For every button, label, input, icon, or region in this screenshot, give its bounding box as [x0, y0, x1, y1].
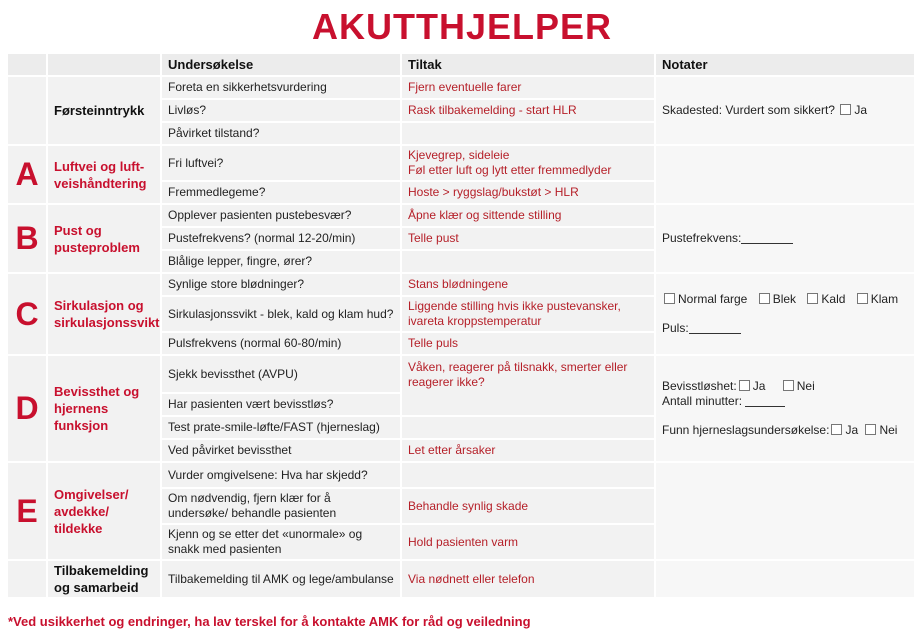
puls-line [662, 321, 908, 336]
undersokelse-cell: Livløs? [162, 100, 400, 121]
undersokelse-cell: Kjenn og se etter det «unormale» og snakk med pasienten [162, 525, 400, 559]
undersokelse-cell: Har pasienten vært bevisstløs? [162, 394, 400, 415]
tiltak-line: Føl etter luft og lytt etter fremmedlyder [408, 163, 612, 177]
letter-b: B [8, 205, 46, 272]
tiltak-cell [402, 251, 654, 272]
tiltak-line: Kjevegrep, sideleie [408, 148, 510, 162]
checkbox-ja[interactable] [840, 104, 851, 115]
undersokelse-cell: Pulsfrekvens (normal 60-80/min) [162, 333, 400, 354]
tiltak-cell: Behandle synlig skade [402, 489, 654, 523]
category-forsteinntrykk: Førsteinntrykk [48, 77, 160, 144]
undersokelse-cell: Om nødvendig, fjern klær for å undersøke/ behandle pasienten [162, 489, 400, 523]
tiltak-cell [402, 123, 654, 144]
letter-d: D [8, 356, 46, 461]
checkbox-label: Nei [879, 423, 898, 437]
table-row [8, 274, 914, 295]
category-pust: Pust og pusteproblem [48, 205, 160, 272]
checkbox-label: Blek [772, 292, 797, 306]
tiltak-cell: Telle pust [402, 228, 654, 249]
category-bevissthet: Bevissthet og hjernens funksjon [48, 356, 160, 461]
tiltak-cell: Hold pasienten varm [402, 525, 654, 559]
notes-d [656, 356, 914, 461]
table-row [8, 463, 914, 487]
notes-tilbakemelding [656, 561, 914, 597]
header-blank [8, 54, 46, 75]
undersokelse-cell: Sjekk bevissthet (AVPU) [162, 356, 400, 392]
letter-e: E [8, 463, 46, 559]
undersokelse-cell: Vurder omgivelsene: Hva har skjedd? [162, 463, 400, 487]
tiltak-cell: Telle puls [402, 333, 654, 354]
checkbox-blek[interactable] [759, 293, 770, 304]
undersokelse-cell: Ved påvirket bevissthet [162, 440, 400, 461]
notes-label: Skadested: Vurdert som sikkert? [662, 103, 835, 117]
undersokelse-cell: Foreta en sikkerhetsvurdering [162, 77, 400, 98]
minutter-line [662, 394, 908, 409]
undersokelse-cell: Test prate-smile-løfte/FAST (hjerneslag) [162, 417, 400, 438]
letter-c: C [8, 274, 46, 354]
notes-e [656, 463, 914, 559]
category-sirkulasjon: Sirkulasjon og sirkulasjonssvikt [48, 274, 160, 354]
tiltak-cell: Våken, reagerer på tilsnakk, smerter eller reagerer ikke? [402, 356, 654, 415]
checkbox-label: Normal farge [678, 292, 748, 306]
category-tilbakemelding: Tilbakemelding og samarbeid [48, 561, 160, 597]
checkbox-ja[interactable] [831, 424, 842, 435]
notes-b [656, 205, 914, 272]
tiltak-cell: Åpne klær og sittende stilling [402, 205, 654, 226]
header-blank [48, 54, 160, 75]
notes-label: Bevisstløshet: [662, 379, 737, 393]
footnote: *Ved usikkerhet og endringer, ha lav terskel for å kontakte AMK for råd og veiledning [8, 614, 531, 629]
pustefrekvens-field[interactable] [741, 232, 793, 244]
letter-blank [8, 77, 46, 144]
tiltak-cell: Rask tilbakemelding - start HLR [402, 100, 654, 121]
undersokelse-cell: Blålige lepper, fingre, ører? [162, 251, 400, 272]
undersokelse-cell: Sirkulasjonssvikt - blek, kald og klam hud? [162, 297, 400, 331]
checkbox-label: Ja [845, 423, 859, 437]
puls-field[interactable] [689, 322, 741, 334]
tiltak-cell [402, 463, 654, 487]
minutter-field[interactable] [745, 395, 785, 407]
undersokelse-cell: Fremmedlegeme? [162, 182, 400, 203]
skin-options [662, 292, 908, 307]
tiltak-cell: Stans blødningene [402, 274, 654, 295]
checkbox-label: Kald [821, 292, 846, 306]
table-row [8, 205, 914, 226]
undersokelse-cell: Pustefrekvens? (normal 12-20/min) [162, 228, 400, 249]
undersokelse-cell: Påvirket tilstand? [162, 123, 400, 144]
letter-a: A [8, 146, 46, 203]
tiltak-cell [402, 146, 654, 180]
checkbox-nei[interactable] [783, 380, 794, 391]
tiltak-cell: Let etter årsaker [402, 440, 654, 461]
table-row [8, 77, 914, 98]
tiltak-cell: Hoste > ryggslag/bukstøt > HLR [402, 182, 654, 203]
undersokelse-cell: Opplever pasienten pustebesvær? [162, 205, 400, 226]
table-row [8, 146, 914, 180]
checkbox-normal-farge[interactable] [664, 293, 675, 304]
checkbox-label: Klam [870, 292, 899, 306]
category-luftvei: Luftvei og luft-veishåndtering [48, 146, 160, 203]
notes-label: Antall minutter: [662, 394, 743, 408]
tiltak-cell [402, 417, 654, 438]
notes-c [656, 274, 914, 354]
checkbox-label: Nei [796, 379, 815, 393]
checkbox-klam[interactable] [857, 293, 868, 304]
notes-label: Puls: [662, 321, 689, 335]
checkbox-label: Ja [854, 103, 867, 117]
tiltak-cell: Liggende stilling hvis ikke pustevansker, ivareta kroppstemperatur [402, 297, 654, 331]
letter-blank [8, 561, 46, 597]
header-row [8, 54, 914, 75]
undersokelse-cell: Synlige store blødninger? [162, 274, 400, 295]
tiltak-cell: Via nødnett eller telefon [402, 561, 654, 597]
notes-a [656, 146, 914, 203]
header-undersokelse: Undersøkelse [162, 54, 400, 75]
undersokelse-cell: Tilbakemelding til AMK og lege/ambulanse [162, 561, 400, 597]
category-omgivelser: Omgivelser/ avdekke/ tildekke [48, 463, 160, 559]
notes-label: Pustefrekvens: [662, 231, 742, 245]
checkbox-label: Ja [752, 379, 766, 393]
notes-label: Funn hjerneslagsundersøkelse: [662, 423, 830, 437]
undersokelse-cell: Fri luftvei? [162, 146, 400, 180]
notes-forsteinntrykk [656, 77, 914, 144]
header-tiltak: Tiltak [402, 54, 654, 75]
hjerneslag-line [662, 423, 908, 438]
page-title: AKUTTHJELPER [311, 6, 613, 47]
checkbox-kald[interactable] [807, 293, 818, 304]
first-aid-table [6, 52, 916, 599]
table-row [8, 356, 914, 392]
bevisstloshet-line [662, 379, 908, 394]
checkbox-ja[interactable] [739, 380, 750, 391]
tiltak-cell: Fjern eventuelle farer [402, 77, 654, 98]
checkbox-nei[interactable] [865, 424, 876, 435]
table-row [8, 561, 914, 597]
header-notater: Notater [656, 54, 914, 75]
